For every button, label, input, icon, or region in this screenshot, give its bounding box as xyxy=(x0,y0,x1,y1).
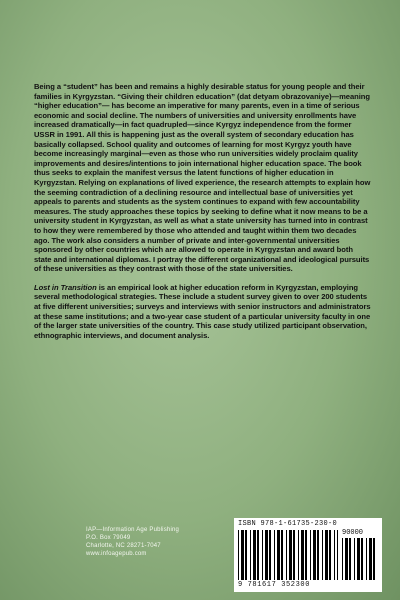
back-cover-blurb xyxy=(34,82,372,349)
blurb-paragraph-2 xyxy=(34,283,372,341)
publisher-city: Charlotte, NC 28271-7047 xyxy=(86,543,161,549)
publisher-info xyxy=(86,526,179,558)
publisher-box: P.O. Box 79049 xyxy=(86,535,131,541)
isbn-text: ISBN 978-1-61735-230-0 xyxy=(238,520,338,528)
isbn-barcode-box xyxy=(234,518,382,592)
barcode-main-icon xyxy=(238,530,338,580)
book-title-italic: Lost in Transition xyxy=(34,282,97,292)
publisher-website: www.infoagepub.com xyxy=(86,551,147,557)
blurb-paragraph-1: Being a “student” has been and remains a highly desirable status for young people and their families in Kyrgyzstan. “Giving their children education” (dat detyam obrazovaniye)—meaning “higher education”— has become an imperative for many parents, even in a time of serious economic and social decline. The numbers of universities and university enrollments have increased dramatically—in fact quadrupled—since Kyrgyz independence from the former USSR in 1991. All this is happening just as the overall system of secondary education has basically collapsed. School quality and outcomes of learning for most Kyrgyz youth have become increasingly marginal—even as those who run universities widely proclaim quality improvements and desires/intentions to join international higher education space. The book thus seeks to explain the manifest versus the latent functions of higher education in Kyrgyzstan. Relying on explanations of lived experience, the research attempts to explain how the seeming contradiction of a declining resource and intellectual base of universities yet appeals to parents and students as the system continues to expand with few accountability measures. The study approaches these topics by seeking to define what it now means to be a university student in Kyrgyzstan, as well as what a state university has turned into in contrast to how they were remembered by those who attended and taught within them two decades ago. The work also considers a number of private and inter-governmental universities sponsored by other countries which are allowed to operate in Kyrgyzstan and award both state and international diplomas. I portray the different organizational and ideological pursuits of these universities as they contrast with those of the state universities. xyxy=(34,82,371,274)
publisher-name: IAP—Information Age Publishing xyxy=(86,527,180,533)
blurb-paragraph-2-text: is an empirical look at higher education reform in Kyrgyzstan, employing several methodological strategies. These include a student survey given to over 200 students at five different universities; surveys and interviews with senior instructors and administrators at these same institutions; and a two-year case student of a particular university faculty in one of the larger state universities of the country. This case study utilized participant observation, ethnographic interviews, and document analysis. xyxy=(34,282,371,340)
barcode-addon-icon xyxy=(342,538,378,580)
barcode-number: 9 781617 352300 xyxy=(238,581,311,589)
barcode-addon-number: 90000 xyxy=(342,529,364,537)
